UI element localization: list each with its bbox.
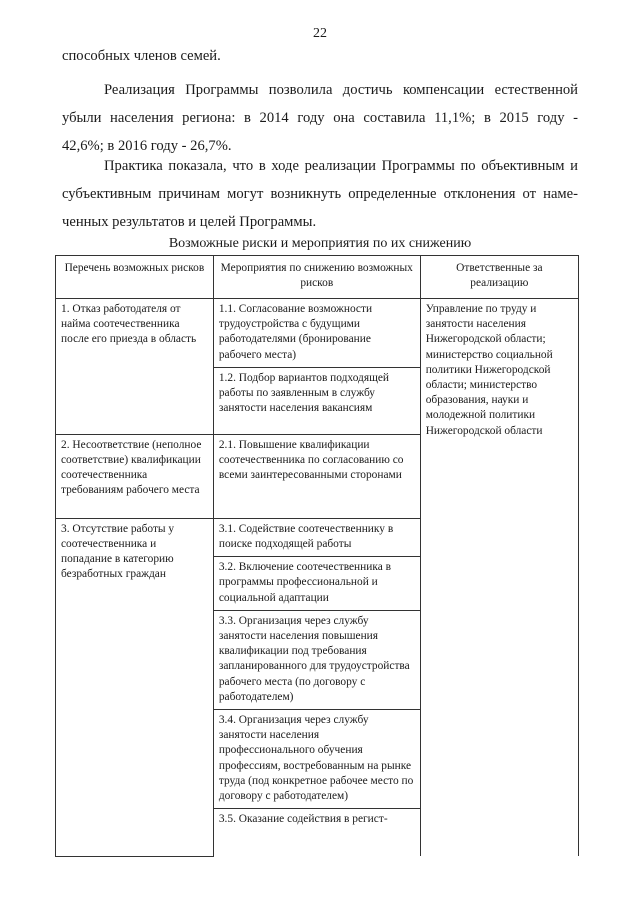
measure-cell: 1.2. Подбор вариантов подходящей работы по заявленным в службу занятости населения вакансиям: [213, 367, 420, 434]
paragraph-line: убыли населения региона: в 2014 году она составила 11,1%; в 2015 году -: [62, 110, 578, 126]
paragraph-1: [62, 42, 578, 70]
risks-table: [55, 255, 579, 857]
measure-cell: 3.4. Организация через службу занятости населения профессионального обучения профессиям, востребованным на рынке труда (под конкретное рабочее место по договору с работодателем): [213, 710, 420, 809]
paragraph-line: Реализация Программы позволила достичь компенсации естественной: [104, 82, 578, 98]
header-measures: Мероприятия по снижению возможных рисков: [213, 256, 420, 299]
paragraph-line: способных членов семей.: [62, 48, 221, 64]
measure-cell: 2.1. Повышение квалификации соотечественника по согласованию со всеми заинтересованными сторонами: [213, 434, 420, 518]
paragraph-line: Практика показала, что в ходе реализации Программы по объективным и: [104, 158, 578, 174]
risk-cell: 3. Отсутствие работы у соотечественника и попадание в категорию безработных граждан: [56, 518, 214, 856]
paragraph-2: [62, 76, 578, 160]
paragraph-3: [62, 152, 578, 236]
measure-cell: 1.1. Согласование возможности трудоустройства с будущими работодателями (бронирование рабочего места): [213, 299, 420, 368]
responsible-cell: Управление по труду и занятости населения Нижегородской области; министерство социальной политики Нижегородской области; министерство образования, науки и молодежной политики Нижегородской области: [420, 299, 578, 857]
paragraph-line: 42,6%; в 2016 году - 26,7%.: [62, 138, 232, 154]
measure-cell: 3.2. Включение соотечественника в программы профессиональной и социальной адаптации: [213, 557, 420, 611]
paragraph-line: ченных результатов и целей Программы.: [62, 214, 317, 230]
table-row: [56, 299, 579, 368]
measure-cell: 3.1. Содействие соотечественнику в поиске подходящей работы: [213, 518, 420, 556]
risk-cell: 1. Отказ работодателя от найма соотечественника после его приезда в область: [56, 299, 214, 435]
table-title: Возможные риски и мероприятия по их снижению: [168, 236, 472, 251]
page-number: 22: [313, 26, 327, 41]
measure-cell: 3.5. Оказание содействия в регист-: [213, 809, 420, 857]
header-responsible: Ответственные за реализацию: [420, 256, 578, 299]
paragraph-line: субъективным причинам могут возникнуть определенные отклонения от наме-: [62, 186, 578, 202]
measure-cell: 3.3. Организация через службу занятости населения повышения квалификации под требования запланированного для трудоустройства рабочего места (по договору с работодателем): [213, 610, 420, 709]
risk-cell: 2. Несоответствие (неполное соответствие) квалификации соотечественника требованиям рабочего места: [56, 434, 214, 518]
table-header-row: [56, 256, 579, 299]
header-risks: Перечень возможных рисков: [56, 256, 214, 299]
